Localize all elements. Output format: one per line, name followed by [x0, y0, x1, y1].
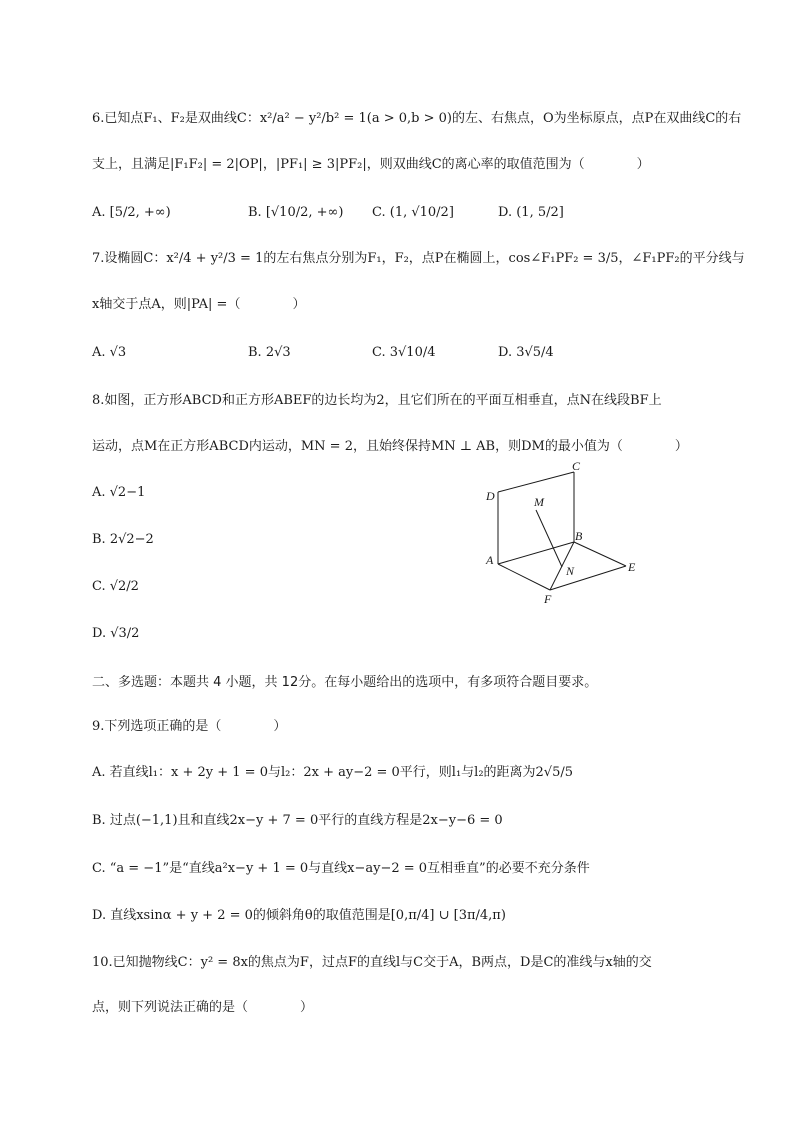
- q6-option-b: B. [√10/2, +∞): [248, 205, 344, 220]
- q8-option-a: A. √2−1: [92, 485, 146, 500]
- q7-option-c: C. 3√10/4: [372, 345, 436, 360]
- label-c: C: [572, 460, 581, 473]
- edge-fe: [550, 566, 626, 590]
- edge-be: [574, 542, 626, 566]
- label-m: M: [534, 495, 544, 509]
- q7-line1: 7.设椭圆C：x²/4 + y²/3 = 1的左右焦点分别为F₁，F₂，点P在椭圆上，cos∠F₁PF₂ = 3/5，∠F₁PF₂的平分线与: [92, 251, 745, 266]
- q8-option-c: C. √2/2: [92, 579, 139, 594]
- edge-dc: [498, 472, 574, 492]
- edge-ab: [498, 542, 574, 564]
- q9-option-d: D. 直线xsinα + y + 2 = 0的倾斜角θ的取值范围是[0,π/4] ∪ [3π/4,π): [92, 908, 506, 923]
- q7-option-a: A. √3: [92, 345, 127, 360]
- label-f: F: [544, 592, 552, 606]
- q9-option-a: A. 若直线l₁：x + 2y + 1 = 0与l₂：2x + ay−2 = 0平行，则l₁与l₂的距离为2√5/5: [92, 765, 574, 780]
- label-b: B: [575, 529, 583, 543]
- label-n: N: [566, 564, 575, 578]
- q7-option-d: D. 3√5/4: [498, 345, 554, 360]
- q8-option-b: B. 2√2−2: [92, 532, 154, 547]
- label-a: A: [486, 553, 494, 567]
- q9-option-b: B. 过点(−1,1)且和直线2x−y + 7 = 0平行的直线方程是2x−y−6 = 0: [92, 813, 503, 828]
- edge-af: [498, 564, 550, 590]
- q6-line1: 6.已知点F₁、F₂是双曲线C：x²/a² − y²/b² = 1(a > 0,b > 0)的左、右焦点，O为坐标原点，点P在双曲线C的右: [92, 111, 742, 126]
- q6-line2: 支上，且满足|F₁F₂| = 2|OP|，|PF₁| ≥ 3|PF₂|，则双曲线C的离心率的取值范围为（ ）: [92, 157, 650, 172]
- q6-option-c: C. (1, √10/2]: [372, 205, 454, 220]
- q8-geometry-figure: [478, 460, 648, 610]
- q7-option-b: B. 2√3: [248, 345, 291, 360]
- q8-line1: 8.如图，正方形ABCD和正方形ABEF的边长均为2，且它们所在的平面互相垂直，点N在线段BF上: [92, 393, 662, 408]
- q9-option-c: C. “a = −1”是“直线a²x−y + 1 = 0与直线x−ay−2 = 0互相垂直”的必要不充分条件: [92, 861, 590, 876]
- label-d: D: [486, 489, 495, 503]
- q10-line2: 点，则下列说法正确的是（ ）: [92, 1000, 314, 1015]
- q7-line2: x轴交于点A，则|PA| =（ ）: [92, 297, 306, 312]
- q6-option-a: A. [5/2, +∞): [92, 205, 171, 220]
- q10-line1: 10.已知抛物线C：y² = 8x的焦点为F，过点F的直线l与C交于A，B两点，D是C的准线与x轴的交: [92, 955, 652, 970]
- q8-line2: 运动，点M在正方形ABCD内运动，MN = 2，且始终保持MN ⊥ AB，则DM的最小值为（ ）: [92, 439, 688, 454]
- segment-mn: [536, 510, 562, 567]
- q6-option-d: D. (1, 5/2]: [498, 205, 564, 220]
- q9-line1: 9.下列选项正确的是（ ）: [92, 719, 287, 734]
- label-e: E: [628, 560, 636, 574]
- q8-option-d: D. √3/2: [92, 626, 140, 641]
- section-2-heading: 二、多选题：本题共 4 小题，共 12分。在每小题给出的选项中，有多项符合题目要求。: [92, 675, 598, 690]
